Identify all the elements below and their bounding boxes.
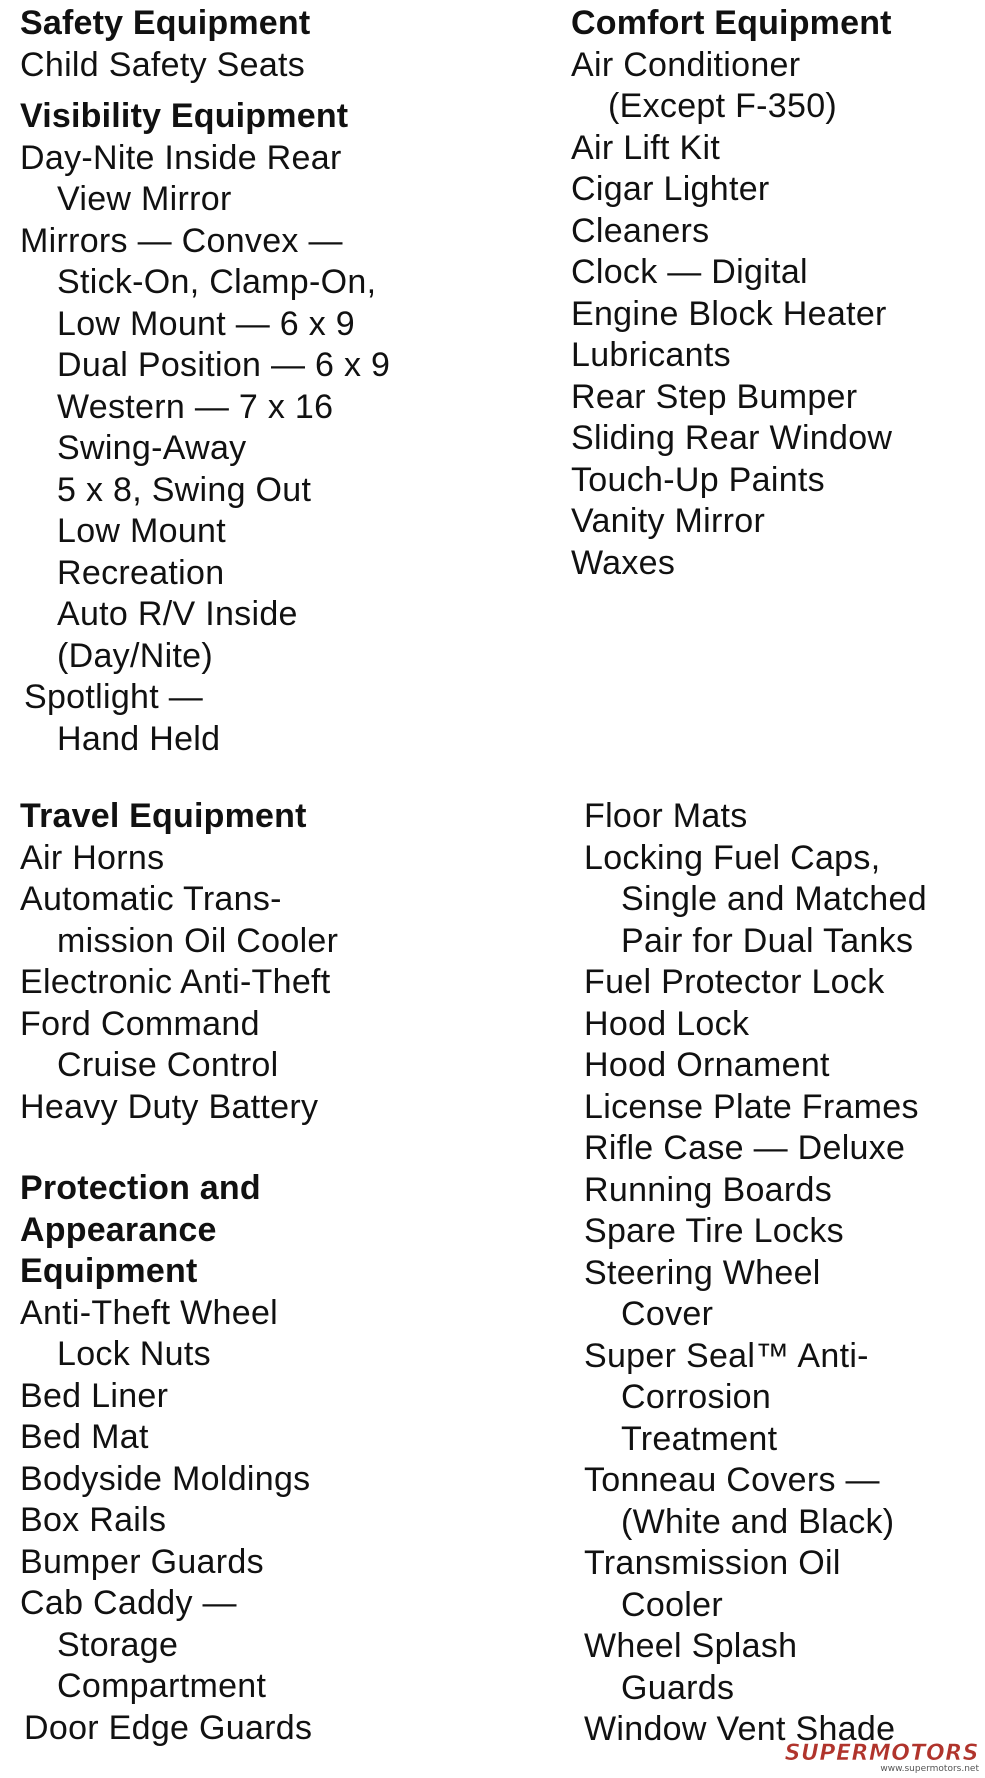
list-item: Compartment [57, 1667, 267, 1705]
list-item: Floor Mats [584, 797, 748, 835]
watermark-url: www.supermotors.net [880, 1764, 979, 1774]
list-item: Western — 7 x 16 [57, 387, 334, 426]
list-item: (White and Black) [621, 1502, 895, 1541]
list-item: Window Vent Shade [584, 1710, 896, 1748]
list-item: Corrosion [621, 1378, 772, 1416]
list-item: Auto R/V Inside [57, 595, 298, 633]
list-item: View Mirror [57, 180, 232, 218]
list-item: Cigar Lighter [571, 170, 770, 208]
list-item: Spotlight — [24, 678, 204, 716]
list-item: Low Mount [57, 512, 227, 550]
list-item: Engine Block Heater [571, 294, 887, 333]
visibility-heading: Visibility Equipment [20, 97, 349, 135]
list-item: Touch-Up Paints [571, 460, 825, 499]
travel-protection-column [20, 796, 338, 1749]
list-item: Lubricants [571, 336, 731, 374]
list-item: Stick-On, Clamp-On, [57, 263, 377, 301]
list-item: Bodyside Moldings [20, 1459, 311, 1498]
list-item: Cleaners [571, 211, 710, 250]
list-item: Vanity Mirror [571, 502, 766, 540]
list-item: Running Boards [584, 1170, 833, 1209]
list-item: Fuel Protector Lock [584, 963, 885, 1001]
list-item: Sliding Rear Window [571, 419, 893, 457]
watermark-brand: SUPERMOTORS [784, 1741, 979, 1766]
list-item: Bumper Guards [20, 1542, 264, 1581]
list-item: Mirrors — Convex — [20, 221, 343, 260]
list-item: Cruise Control [57, 1046, 279, 1084]
list-item: Cover [621, 1295, 714, 1333]
list-item: Waxes [571, 543, 676, 582]
comfort-heading: Comfort Equipment [571, 4, 892, 42]
list-item: (Day/Nite) [57, 636, 214, 675]
list-item: Day-Nite Inside Rear [20, 138, 342, 177]
list-item: Child Safety Seats [20, 45, 306, 84]
list-item: Heavy Duty Battery [20, 1087, 319, 1126]
list-item: Hood Lock [584, 1004, 750, 1043]
list-item: 5 x 8, Swing Out [57, 470, 312, 509]
list-item: Treatment [621, 1419, 778, 1458]
list-item: (Except F-350) [608, 87, 838, 125]
list-item: Air Horns [20, 838, 165, 877]
list-item: License Plate Frames [584, 1087, 919, 1126]
list-item: Hand Held [57, 719, 221, 758]
list-item: Locking Fuel Caps, [584, 838, 881, 877]
list-item: Rifle Case — Deluxe [584, 1129, 906, 1167]
list-item: Guards [621, 1668, 735, 1707]
list-item: Swing-Away [57, 429, 247, 467]
list-item: Pair for Dual Tanks [621, 921, 914, 960]
list-item: Electronic Anti-Theft [20, 963, 331, 1001]
list-item: Clock — Digital [571, 253, 808, 291]
list-item: Single and Matched [621, 880, 927, 918]
safety-heading: Safety Equipment [20, 4, 311, 42]
list-item: Recreation [57, 553, 225, 592]
list-item: Rear Step Bumper [571, 377, 858, 416]
list-item: Air Lift Kit [571, 128, 721, 167]
list-item: Bed Liner [20, 1376, 169, 1415]
list-item: Air Conditioner [571, 45, 801, 84]
list-item: Automatic Trans- [20, 880, 282, 918]
list-item: Spare Tire Locks [584, 1212, 844, 1250]
safety-visibility-column [20, 3, 390, 760]
comfort-column [571, 3, 892, 584]
list-item: Cab Caddy — [20, 1584, 237, 1622]
list-item: Ford Command [20, 1004, 260, 1043]
list-item: Anti-Theft Wheel [20, 1293, 279, 1332]
list-item: Tonneau Covers — [584, 1461, 880, 1499]
protection-heading-line-3: Equipment [20, 1252, 198, 1290]
list-item: Transmission Oil [584, 1544, 841, 1582]
list-item: Bed Mat [20, 1418, 149, 1456]
list-item: Hood Ornament [584, 1046, 830, 1084]
list-item: Super Seal™ Anti- [584, 1336, 869, 1375]
watermark [785, 1743, 979, 1774]
list-item: Low Mount — 6 x 9 [57, 304, 356, 343]
list-item: Steering Wheel [584, 1253, 821, 1292]
list-item: Dual Position — 6 x 9 [57, 346, 391, 384]
list-item: Box Rails [20, 1501, 167, 1539]
list-item: Storage [57, 1625, 179, 1664]
protection-continued-column [584, 796, 927, 1751]
list-item: Wheel Splash [584, 1627, 798, 1665]
protection-heading-line-2: Appearance [20, 1210, 217, 1249]
list-item: Cooler [621, 1585, 723, 1624]
list-item: Door Edge Guards [24, 1708, 313, 1747]
travel-heading: Travel Equipment [20, 797, 307, 835]
list-item: mission Oil Cooler [57, 921, 339, 960]
list-item: Lock Nuts [57, 1335, 211, 1373]
protection-heading-line-1: Protection and [20, 1169, 261, 1207]
